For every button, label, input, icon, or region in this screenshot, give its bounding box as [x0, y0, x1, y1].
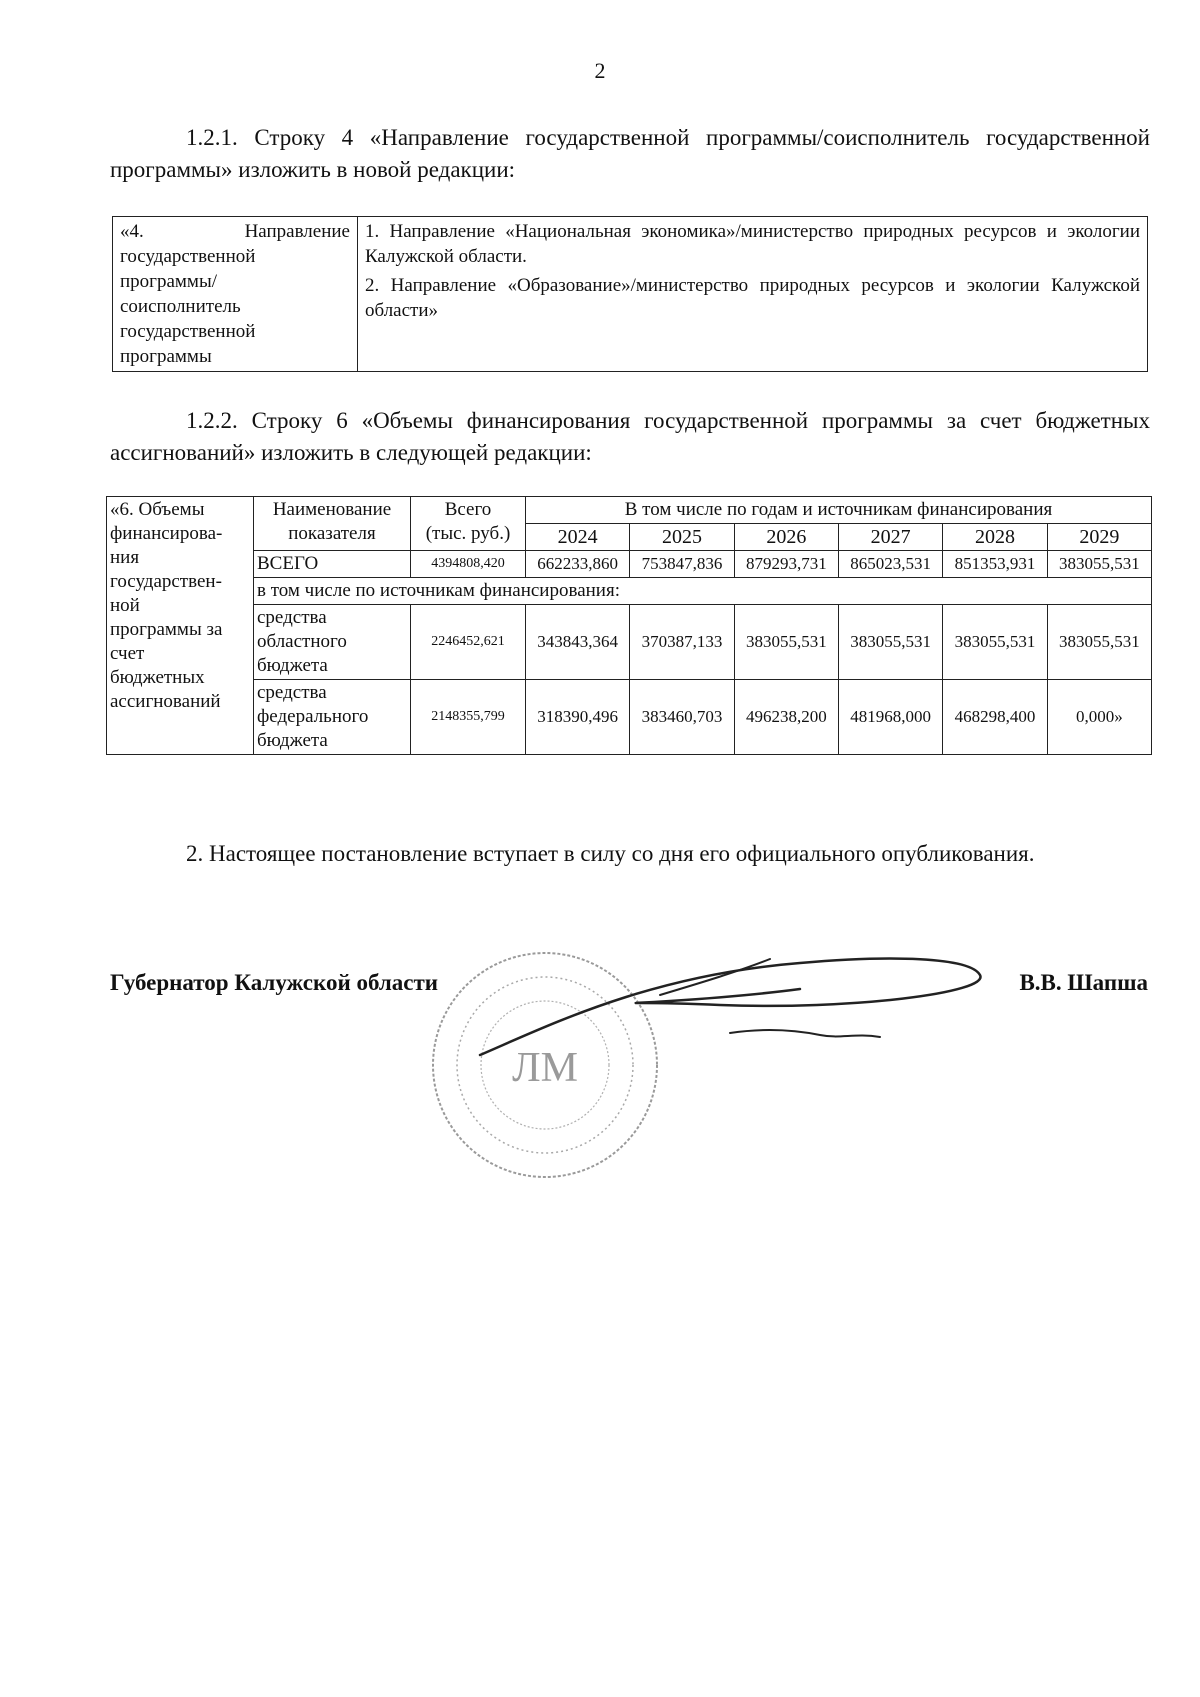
- federal-row-value: 383460,703: [630, 680, 734, 755]
- row-label-line: бюджета: [257, 730, 328, 751]
- federal-row-label: [254, 680, 411, 755]
- row-label-line: ния: [110, 547, 140, 568]
- row-label-line: средства: [257, 682, 327, 703]
- table-row: [107, 605, 1152, 680]
- header-line: показателя: [288, 523, 376, 544]
- header-years-title: В том числе по годам и источникам финансирования: [526, 497, 1152, 524]
- row-label-line: ассигнований: [110, 691, 221, 712]
- row-label-line: государственной: [120, 246, 256, 267]
- row-label-cell: [107, 497, 254, 755]
- row-label-line: ной: [110, 595, 140, 616]
- regional-row-value: 343843,364: [526, 605, 630, 680]
- table-row: [107, 497, 1152, 524]
- header-total: [411, 497, 526, 551]
- regional-row-value: 383055,531: [838, 605, 942, 680]
- signatory-title: Губернатор Калужской области: [110, 970, 439, 995]
- regional-row-value: 383055,531: [943, 605, 1047, 680]
- row-label-line: соисполнитель: [120, 296, 241, 317]
- table-row: [107, 680, 1152, 755]
- row-label-line: программы за: [110, 619, 223, 640]
- table-row: [107, 578, 1152, 605]
- total-row-sum: 4394808,420: [411, 551, 526, 578]
- regional-row-sum: 2246452,621: [411, 605, 526, 680]
- header-indicator-name: [254, 497, 411, 551]
- row-label-word: Направление: [244, 221, 350, 242]
- federal-row-value: 318390,496: [526, 680, 630, 755]
- year-header: 2028: [943, 524, 1047, 551]
- row-label-line: «6. Объемы: [110, 499, 205, 520]
- row-label-first-line: [120, 219, 350, 244]
- federal-row-sum: 2148355,799: [411, 680, 526, 755]
- header-line: Всего: [444, 499, 492, 520]
- federal-row-value: 468298,400: [943, 680, 1047, 755]
- total-row-value: 662233,860: [526, 551, 630, 578]
- total-row-value: 383055,531: [1047, 551, 1151, 578]
- row-label-word: «4.: [120, 221, 144, 242]
- table-row: [113, 217, 1148, 372]
- header-line: (тыс. руб.): [425, 523, 511, 544]
- header-line: Наименование: [272, 499, 392, 520]
- paragraph-1-2-1: 1.2.1. Строку 4 «Направление государственной программы/соисполнитель государственной программы» изложить в новой редакции:: [110, 125, 1150, 182]
- table-program-direction: [112, 216, 1148, 372]
- year-header: 2027: [838, 524, 942, 551]
- total-row-label: ВСЕГО: [254, 551, 411, 578]
- row-label-line: счет: [110, 643, 145, 664]
- year-header: 2024: [526, 524, 630, 551]
- row-label-line: бюджетных: [110, 667, 205, 688]
- seal-center-text: ЛМ: [512, 1045, 578, 1091]
- signatory-name: В.В. Шапша: [1019, 970, 1148, 995]
- row-label-line: бюджета: [257, 655, 328, 676]
- handwritten-signature: [470, 935, 1000, 1075]
- federal-row-value: 0,000»: [1047, 680, 1151, 755]
- row-label-line: средства: [257, 607, 327, 628]
- row-label-cell: [113, 217, 358, 372]
- row-label-line: программы/: [120, 271, 217, 292]
- total-row-value: 865023,531: [838, 551, 942, 578]
- paragraph-2: 2. Настоящее постановление вступает в силу со дня его официального опубликования.: [186, 841, 1035, 866]
- year-header: 2025: [630, 524, 734, 551]
- federal-row-value: 496238,200: [734, 680, 838, 755]
- paragraph-1-2-2: 1.2.2. Строку 6 «Объемы финансирования государственной программы за счет бюджетных ассигнований» изложить в следующей редакции:: [110, 408, 1150, 465]
- row-label-line: федерального: [257, 706, 369, 727]
- row-content-cell: [358, 217, 1148, 372]
- direction-item: 1. Направление «Национальная экономика»/министерство природных ресурсов и экологии Калужской области.: [365, 221, 1140, 267]
- regional-row-value: 383055,531: [734, 605, 838, 680]
- table-financing-volumes: [106, 496, 1152, 755]
- regional-row-value: 370387,133: [630, 605, 734, 680]
- federal-row-value: 481968,000: [838, 680, 942, 755]
- total-row-value: 753847,836: [630, 551, 734, 578]
- sources-caption: в том числе по источникам финансирования:: [254, 578, 1152, 605]
- total-row-value: 879293,731: [734, 551, 838, 578]
- regional-row-value: 383055,531: [1047, 605, 1151, 680]
- row-label-line: финансирова-: [110, 523, 223, 544]
- year-header: 2026: [734, 524, 838, 551]
- row-label-line: областного: [257, 631, 347, 652]
- table-row: [107, 551, 1152, 578]
- page-number: 2: [594, 58, 606, 83]
- direction-item: 2. Направление «Образование»/министерство природных ресурсов и экологии Калужской области»: [365, 275, 1140, 321]
- row-label-line: государственной: [120, 321, 256, 342]
- regional-row-label: [254, 605, 411, 680]
- total-row-value: 851353,931: [943, 551, 1047, 578]
- year-header: 2029: [1047, 524, 1151, 551]
- row-label-line: программы: [120, 346, 212, 367]
- row-label-line: государствен-: [110, 571, 222, 592]
